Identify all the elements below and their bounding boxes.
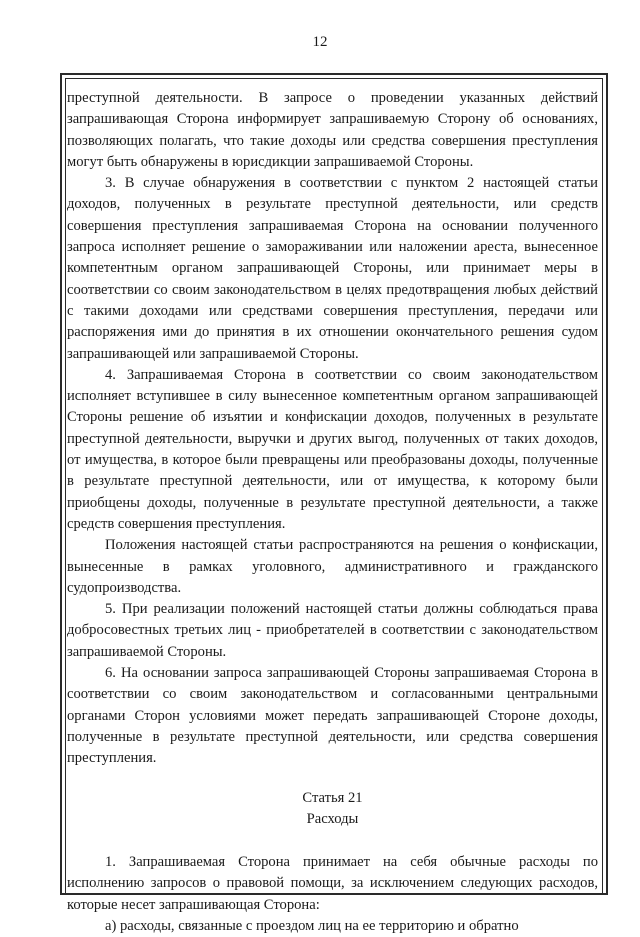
- document-body: [67, 88, 598, 937]
- paragraph: преступной деятельности. В запросе о проведении указанных действий запрашивающая Сторона информирует запрашиваемую Сторону об основаниях, позволяющих полагать, что такие доходы или средства совершения преступления могут быть обнаружены в юрисдикции запрашиваемой Стороны.: [67, 90, 598, 170]
- paragraph: 3. В случае обнаружения в соответствии с пунктом 2 настоящей статьи доходов, полученных в результате преступной деятельности, или средств совершения преступления запрашиваемая Сторона на основании полученного запроса исполняет решение о замораживании или наложении ареста, вынесенное компетентным органом запрашивающей Стороны, или принимает меры в соответствии со своим законодательством в целях предотвращения любых действий с такими доходами или средствами совершения преступления, передачи или распоряжения ими до принятия в их отношении окончательного решения судом запрашивающей или запрашиваемой Стороны.: [67, 175, 598, 362]
- paragraph: 6. На основании запроса запрашивающей Стороны запрашиваемая Сторона в соответствии со своим законодательством и согласованными центральными органами Сторон условиями может передать запрашивающей Стороне доходы, полученные в результате преступной деятельности, или средства совершения преступления.: [67, 665, 598, 767]
- paragraph: а) расходы, связанные с проездом лиц на ее территорию и обратно: [105, 917, 519, 934]
- article-title: Расходы: [306, 810, 359, 827]
- paragraph: 1. Запрашиваемая Сторона принимает на себя обычные расходы по исполнению запросов о правовой помощи, за исключением следующих расходов, которые несет запрашивающая Сторона:: [67, 854, 598, 913]
- paragraphs-after: [67, 852, 598, 937]
- article-heading: [67, 788, 598, 831]
- paragraph: 4. Запрашиваемая Сторона в соответствии со своим законодательством исполняет вступившее в силу вынесенное компетентным органом запрашивающей Стороны решение об изъятии и конфискации доходов, полученных в результате преступной деятельности, выручки и других выгод, полученных от таких доходов, от имущества, в которое были превращены или преобразованы доходы, полученные в результате преступной деятельности, или от имущества, к которому были приобщены доходы, полученные в результате преступной деятельности, а также средств совершения преступления.: [67, 366, 598, 532]
- paragraph: 5. При реализации положений настоящей статьи должны соблюдаться права добросовестных третьих лиц - приобретателей в соответствии с законодательством запрашиваемой Стороны.: [67, 601, 598, 660]
- article-number: Статья 21: [302, 789, 363, 806]
- page-number: 12: [312, 34, 328, 50]
- paragraphs-before: [67, 88, 598, 770]
- paragraph: Положения настоящей статьи распространяются на решения о конфискации, вынесенные в рамках уголовного, административного и гражданского судопроизводства.: [67, 537, 598, 596]
